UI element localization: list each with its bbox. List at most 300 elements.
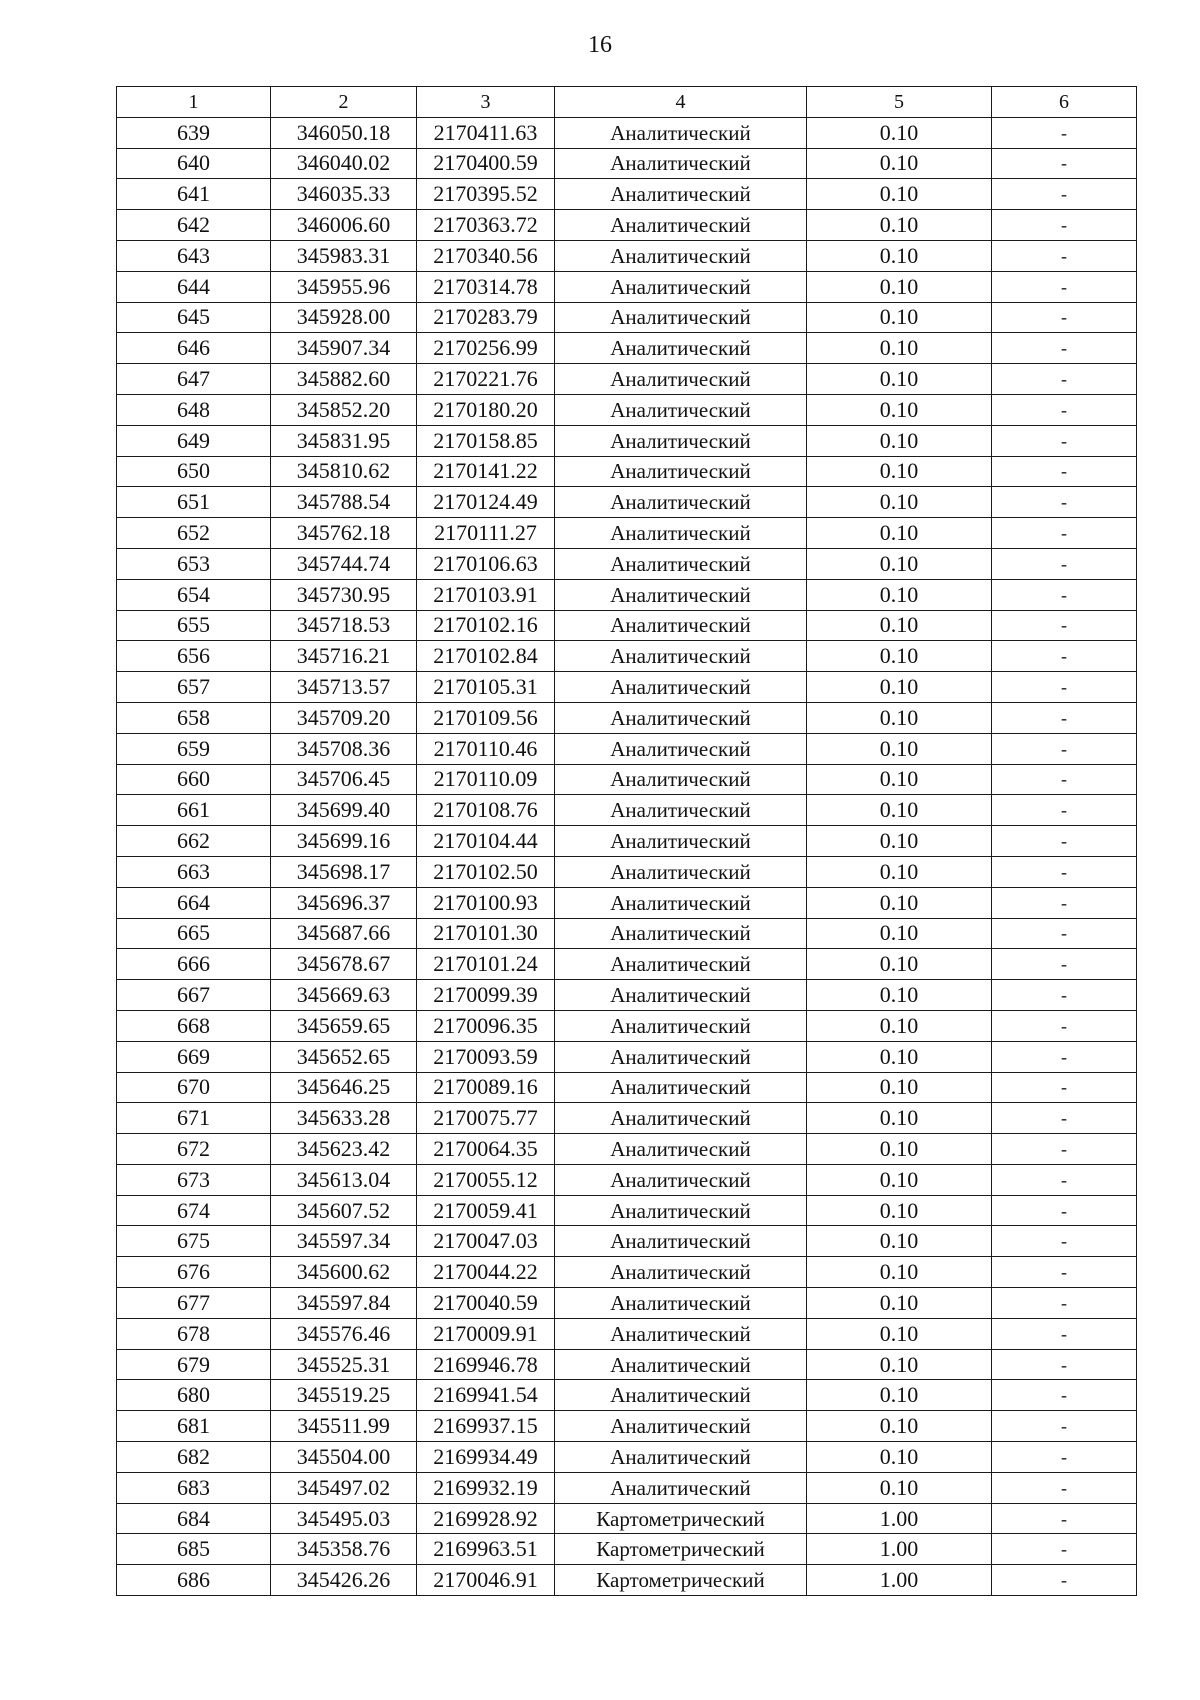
point-number-cell: 677: [117, 1288, 271, 1319]
note-cell: -: [992, 1103, 1137, 1134]
x-coordinate-cell: 345709.20: [271, 702, 417, 733]
point-number-cell: 673: [117, 1164, 271, 1195]
point-number-cell: 652: [117, 518, 271, 549]
note-cell: -: [992, 1288, 1137, 1319]
note-cell: -: [992, 364, 1137, 395]
note-cell: -: [992, 1164, 1137, 1195]
method-cell: Аналитический: [555, 1288, 807, 1319]
accuracy-cell: 0.10: [807, 1010, 992, 1041]
table-row: [117, 856, 1137, 887]
note-cell: -: [992, 333, 1137, 364]
method-cell: Аналитический: [555, 1072, 807, 1103]
x-coordinate-cell: 345928.00: [271, 302, 417, 333]
y-coordinate-cell: 2170040.59: [417, 1288, 555, 1319]
note-cell: -: [992, 918, 1137, 949]
y-coordinate-cell: 2169932.19: [417, 1472, 555, 1503]
note-cell: -: [992, 764, 1137, 795]
x-coordinate-cell: 345678.67: [271, 949, 417, 980]
accuracy-cell: 0.10: [807, 672, 992, 703]
x-coordinate-cell: 345955.96: [271, 271, 417, 302]
point-number-cell: 647: [117, 364, 271, 395]
y-coordinate-cell: 2170093.59: [417, 1041, 555, 1072]
y-coordinate-cell: 2170110.46: [417, 733, 555, 764]
accuracy-cell: 0.10: [807, 949, 992, 980]
method-cell: Аналитический: [555, 1318, 807, 1349]
accuracy-cell: 0.10: [807, 302, 992, 333]
point-number-cell: 649: [117, 425, 271, 456]
accuracy-cell: 0.10: [807, 641, 992, 672]
y-coordinate-cell: 2170108.76: [417, 795, 555, 826]
accuracy-cell: 0.10: [807, 117, 992, 148]
point-number-cell: 665: [117, 918, 271, 949]
method-cell: Аналитический: [555, 179, 807, 210]
method-cell: Аналитический: [555, 610, 807, 641]
method-cell: Аналитический: [555, 980, 807, 1011]
accuracy-cell: 0.10: [807, 425, 992, 456]
x-coordinate-cell: 345708.36: [271, 733, 417, 764]
method-cell: Аналитический: [555, 1041, 807, 1072]
table-row: [117, 1164, 1137, 1195]
method-cell: Аналитический: [555, 271, 807, 302]
accuracy-cell: 1.00: [807, 1565, 992, 1596]
table-row: [117, 1103, 1137, 1134]
y-coordinate-cell: 2170110.09: [417, 764, 555, 795]
note-cell: -: [992, 394, 1137, 425]
method-cell: Аналитический: [555, 1349, 807, 1380]
note-cell: -: [992, 1010, 1137, 1041]
x-coordinate-cell: 345623.42: [271, 1134, 417, 1165]
point-number-cell: 669: [117, 1041, 271, 1072]
accuracy-cell: 1.00: [807, 1534, 992, 1565]
note-cell: -: [992, 1195, 1137, 1226]
method-cell: Аналитический: [555, 548, 807, 579]
y-coordinate-cell: 2170059.41: [417, 1195, 555, 1226]
y-coordinate-cell: 2170158.85: [417, 425, 555, 456]
method-cell: Аналитический: [555, 1411, 807, 1442]
x-coordinate-cell: 345730.95: [271, 579, 417, 610]
column-header: 1: [117, 87, 271, 118]
method-cell: Аналитический: [555, 887, 807, 918]
method-cell: Аналитический: [555, 518, 807, 549]
x-coordinate-cell: 345613.04: [271, 1164, 417, 1195]
method-cell: Аналитический: [555, 1380, 807, 1411]
method-cell: Аналитический: [555, 302, 807, 333]
y-coordinate-cell: 2170075.77: [417, 1103, 555, 1134]
point-number-cell: 678: [117, 1318, 271, 1349]
y-coordinate-cell: 2169937.15: [417, 1411, 555, 1442]
note-cell: -: [992, 302, 1137, 333]
y-coordinate-cell: 2170283.79: [417, 302, 555, 333]
point-number-cell: 683: [117, 1472, 271, 1503]
point-number-cell: 672: [117, 1134, 271, 1165]
y-coordinate-cell: 2170395.52: [417, 179, 555, 210]
point-number-cell: 642: [117, 210, 271, 241]
x-coordinate-cell: 345713.57: [271, 672, 417, 703]
method-cell: Аналитический: [555, 1472, 807, 1503]
method-cell: Аналитический: [555, 117, 807, 148]
note-cell: -: [992, 1072, 1137, 1103]
x-coordinate-cell: 345495.03: [271, 1503, 417, 1534]
x-coordinate-cell: 346035.33: [271, 179, 417, 210]
y-coordinate-cell: 2170009.91: [417, 1318, 555, 1349]
table-row: [117, 425, 1137, 456]
x-coordinate-cell: 345426.26: [271, 1565, 417, 1596]
x-coordinate-cell: 345687.66: [271, 918, 417, 949]
table-row: [117, 333, 1137, 364]
table-row: [117, 456, 1137, 487]
y-coordinate-cell: 2170221.76: [417, 364, 555, 395]
x-coordinate-cell: 345716.21: [271, 641, 417, 672]
accuracy-cell: 0.10: [807, 456, 992, 487]
accuracy-cell: 0.10: [807, 179, 992, 210]
accuracy-cell: 0.10: [807, 1380, 992, 1411]
note-cell: -: [992, 949, 1137, 980]
point-number-cell: 655: [117, 610, 271, 641]
point-number-cell: 643: [117, 240, 271, 271]
method-cell: Аналитический: [555, 1257, 807, 1288]
y-coordinate-cell: 2170089.16: [417, 1072, 555, 1103]
method-cell: Аналитический: [555, 672, 807, 703]
y-coordinate-cell: 2170180.20: [417, 394, 555, 425]
accuracy-cell: 0.10: [807, 271, 992, 302]
x-coordinate-cell: 345744.74: [271, 548, 417, 579]
y-coordinate-cell: 2169946.78: [417, 1349, 555, 1380]
note-cell: -: [992, 1041, 1137, 1072]
method-cell: Картометрический: [555, 1565, 807, 1596]
point-number-cell: 671: [117, 1103, 271, 1134]
accuracy-cell: 0.10: [807, 1041, 992, 1072]
table-row: [117, 1288, 1137, 1319]
x-coordinate-cell: 345652.65: [271, 1041, 417, 1072]
y-coordinate-cell: 2170100.93: [417, 887, 555, 918]
y-coordinate-cell: 2170047.03: [417, 1226, 555, 1257]
table-row: [117, 887, 1137, 918]
note-cell: -: [992, 702, 1137, 733]
accuracy-cell: 0.10: [807, 918, 992, 949]
y-coordinate-cell: 2170111.27: [417, 518, 555, 549]
accuracy-cell: 0.10: [807, 148, 992, 179]
note-cell: -: [992, 1411, 1137, 1442]
y-coordinate-cell: 2170102.50: [417, 856, 555, 887]
x-coordinate-cell: 345699.40: [271, 795, 417, 826]
x-coordinate-cell: 345511.99: [271, 1411, 417, 1442]
y-coordinate-cell: 2170106.63: [417, 548, 555, 579]
table-row: [117, 1072, 1137, 1103]
x-coordinate-cell: 345669.63: [271, 980, 417, 1011]
table-row: [117, 1565, 1137, 1596]
point-number-cell: 670: [117, 1072, 271, 1103]
note-cell: -: [992, 672, 1137, 703]
point-number-cell: 667: [117, 980, 271, 1011]
method-cell: Аналитический: [555, 856, 807, 887]
page-number: 16: [588, 32, 612, 58]
accuracy-cell: 0.10: [807, 1072, 992, 1103]
x-coordinate-cell: 346006.60: [271, 210, 417, 241]
table-row: [117, 641, 1137, 672]
y-coordinate-cell: 2170101.24: [417, 949, 555, 980]
y-coordinate-cell: 2169928.92: [417, 1503, 555, 1534]
table-row: [117, 548, 1137, 579]
method-cell: Аналитический: [555, 826, 807, 857]
note-cell: -: [992, 795, 1137, 826]
x-coordinate-cell: 345646.25: [271, 1072, 417, 1103]
method-cell: Аналитический: [555, 918, 807, 949]
method-cell: Аналитический: [555, 425, 807, 456]
column-header: 2: [271, 87, 417, 118]
table-row: [117, 302, 1137, 333]
method-cell: Аналитический: [555, 456, 807, 487]
method-cell: Аналитический: [555, 210, 807, 241]
point-number-cell: 651: [117, 487, 271, 518]
column-header: 5: [807, 87, 992, 118]
accuracy-cell: 0.10: [807, 980, 992, 1011]
table-row: [117, 117, 1137, 148]
y-coordinate-cell: 2169963.51: [417, 1534, 555, 1565]
table-row: [117, 210, 1137, 241]
x-coordinate-cell: 346040.02: [271, 148, 417, 179]
point-number-cell: 662: [117, 826, 271, 857]
table-row: [117, 394, 1137, 425]
note-cell: -: [992, 1503, 1137, 1534]
table-row: [117, 764, 1137, 795]
method-cell: Аналитический: [555, 487, 807, 518]
y-coordinate-cell: 2169941.54: [417, 1380, 555, 1411]
point-number-cell: 648: [117, 394, 271, 425]
note-cell: -: [992, 210, 1137, 241]
x-coordinate-cell: 345831.95: [271, 425, 417, 456]
point-number-cell: 679: [117, 1349, 271, 1380]
method-cell: Аналитический: [555, 702, 807, 733]
x-coordinate-cell: 345706.45: [271, 764, 417, 795]
method-cell: Аналитический: [555, 240, 807, 271]
note-cell: -: [992, 980, 1137, 1011]
table-row: [117, 518, 1137, 549]
x-coordinate-cell: 345718.53: [271, 610, 417, 641]
point-number-cell: 676: [117, 1257, 271, 1288]
x-coordinate-cell: 345659.65: [271, 1010, 417, 1041]
point-number-cell: 639: [117, 117, 271, 148]
table-row: [117, 733, 1137, 764]
y-coordinate-cell: 2170109.56: [417, 702, 555, 733]
x-coordinate-cell: 345699.16: [271, 826, 417, 857]
accuracy-cell: 0.10: [807, 518, 992, 549]
y-coordinate-cell: 2170363.72: [417, 210, 555, 241]
y-coordinate-cell: 2170101.30: [417, 918, 555, 949]
x-coordinate-cell: 345633.28: [271, 1103, 417, 1134]
table-row: [117, 1411, 1137, 1442]
point-number-cell: 663: [117, 856, 271, 887]
note-cell: -: [992, 1134, 1137, 1165]
table-row: [117, 1318, 1137, 1349]
table-row: [117, 1349, 1137, 1380]
table-row: [117, 1534, 1137, 1565]
table-row: [117, 240, 1137, 271]
accuracy-cell: 0.10: [807, 826, 992, 857]
table-row: [117, 1442, 1137, 1473]
y-coordinate-cell: 2170124.49: [417, 487, 555, 518]
method-cell: Аналитический: [555, 579, 807, 610]
point-number-cell: 658: [117, 702, 271, 733]
y-coordinate-cell: 2170055.12: [417, 1164, 555, 1195]
table-row: [117, 271, 1137, 302]
point-number-cell: 664: [117, 887, 271, 918]
x-coordinate-cell: 345788.54: [271, 487, 417, 518]
x-coordinate-cell: 346050.18: [271, 117, 417, 148]
method-cell: Аналитический: [555, 1164, 807, 1195]
point-number-cell: 674: [117, 1195, 271, 1226]
table-row: [117, 487, 1137, 518]
method-cell: Аналитический: [555, 1103, 807, 1134]
note-cell: -: [992, 1257, 1137, 1288]
accuracy-cell: 0.10: [807, 856, 992, 887]
method-cell: Аналитический: [555, 148, 807, 179]
point-number-cell: 641: [117, 179, 271, 210]
y-coordinate-cell: 2170256.99: [417, 333, 555, 364]
y-coordinate-cell: 2170400.59: [417, 148, 555, 179]
table-row: [117, 1503, 1137, 1534]
method-cell: Картометрический: [555, 1503, 807, 1534]
x-coordinate-cell: 345525.31: [271, 1349, 417, 1380]
accuracy-cell: 0.10: [807, 1164, 992, 1195]
table-row: [117, 826, 1137, 857]
note-cell: -: [992, 1349, 1137, 1380]
note-cell: -: [992, 826, 1137, 857]
point-number-cell: 650: [117, 456, 271, 487]
x-coordinate-cell: 345696.37: [271, 887, 417, 918]
coordinates-table: [116, 86, 1137, 1596]
table-row: [117, 1380, 1137, 1411]
accuracy-cell: 0.10: [807, 394, 992, 425]
note-cell: -: [992, 1226, 1137, 1257]
table-row: [117, 1257, 1137, 1288]
method-cell: Аналитический: [555, 1134, 807, 1165]
accuracy-cell: 0.10: [807, 887, 992, 918]
y-coordinate-cell: 2170044.22: [417, 1257, 555, 1288]
accuracy-cell: 0.10: [807, 1411, 992, 1442]
y-coordinate-cell: 2170102.84: [417, 641, 555, 672]
accuracy-cell: 0.10: [807, 1226, 992, 1257]
point-number-cell: 659: [117, 733, 271, 764]
point-number-cell: 660: [117, 764, 271, 795]
accuracy-cell: 0.10: [807, 1195, 992, 1226]
accuracy-cell: 0.10: [807, 333, 992, 364]
column-header: 3: [417, 87, 555, 118]
table-row: [117, 1010, 1137, 1041]
note-cell: -: [992, 1318, 1137, 1349]
header-row: [117, 87, 1137, 118]
point-number-cell: 654: [117, 579, 271, 610]
y-coordinate-cell: 2170104.44: [417, 826, 555, 857]
note-cell: -: [992, 856, 1137, 887]
accuracy-cell: 0.10: [807, 1442, 992, 1473]
x-coordinate-cell: 345698.17: [271, 856, 417, 887]
note-cell: -: [992, 887, 1137, 918]
x-coordinate-cell: 345597.34: [271, 1226, 417, 1257]
point-number-cell: 645: [117, 302, 271, 333]
table-row: [117, 1472, 1137, 1503]
table-row: [117, 980, 1137, 1011]
point-number-cell: 656: [117, 641, 271, 672]
x-coordinate-cell: 345810.62: [271, 456, 417, 487]
note-cell: -: [992, 641, 1137, 672]
x-coordinate-cell: 345519.25: [271, 1380, 417, 1411]
y-coordinate-cell: 2170102.16: [417, 610, 555, 641]
point-number-cell: 666: [117, 949, 271, 980]
point-number-cell: 686: [117, 1565, 271, 1596]
method-cell: Картометрический: [555, 1534, 807, 1565]
point-number-cell: 681: [117, 1411, 271, 1442]
note-cell: -: [992, 733, 1137, 764]
table-row: [117, 364, 1137, 395]
accuracy-cell: 0.10: [807, 210, 992, 241]
table-row: [117, 148, 1137, 179]
y-coordinate-cell: 2170340.56: [417, 240, 555, 271]
x-coordinate-cell: 345852.20: [271, 394, 417, 425]
table-row: [117, 702, 1137, 733]
point-number-cell: 684: [117, 1503, 271, 1534]
note-cell: -: [992, 271, 1137, 302]
point-number-cell: 680: [117, 1380, 271, 1411]
accuracy-cell: 0.10: [807, 795, 992, 826]
table-row: [117, 179, 1137, 210]
y-coordinate-cell: 2170099.39: [417, 980, 555, 1011]
method-cell: Аналитический: [555, 333, 807, 364]
point-number-cell: 653: [117, 548, 271, 579]
method-cell: Аналитический: [555, 641, 807, 672]
table-row: [117, 949, 1137, 980]
x-coordinate-cell: 345497.02: [271, 1472, 417, 1503]
point-number-cell: 640: [117, 148, 271, 179]
point-number-cell: 682: [117, 1442, 271, 1473]
note-cell: -: [992, 117, 1137, 148]
accuracy-cell: 0.10: [807, 1134, 992, 1165]
note-cell: -: [992, 1442, 1137, 1473]
note-cell: -: [992, 610, 1137, 641]
point-number-cell: 661: [117, 795, 271, 826]
note-cell: -: [992, 1380, 1137, 1411]
note-cell: -: [992, 1534, 1137, 1565]
accuracy-cell: 0.10: [807, 610, 992, 641]
table-header: [117, 87, 1137, 118]
method-cell: Аналитический: [555, 1010, 807, 1041]
accuracy-cell: 0.10: [807, 733, 992, 764]
accuracy-cell: 0.10: [807, 1349, 992, 1380]
table-row: [117, 1134, 1137, 1165]
accuracy-cell: 0.10: [807, 1472, 992, 1503]
accuracy-cell: 0.10: [807, 764, 992, 795]
accuracy-cell: 0.10: [807, 1257, 992, 1288]
x-coordinate-cell: 345600.62: [271, 1257, 417, 1288]
note-cell: -: [992, 579, 1137, 610]
y-coordinate-cell: 2170096.35: [417, 1010, 555, 1041]
column-header: 6: [992, 87, 1137, 118]
note-cell: -: [992, 240, 1137, 271]
table-row: [117, 1041, 1137, 1072]
note-cell: -: [992, 425, 1137, 456]
accuracy-cell: 0.10: [807, 702, 992, 733]
x-coordinate-cell: 345607.52: [271, 1195, 417, 1226]
point-number-cell: 644: [117, 271, 271, 302]
method-cell: Аналитический: [555, 795, 807, 826]
table-row: [117, 610, 1137, 641]
accuracy-cell: 0.10: [807, 1103, 992, 1134]
method-cell: Аналитический: [555, 733, 807, 764]
point-number-cell: 685: [117, 1534, 271, 1565]
column-header: 4: [555, 87, 807, 118]
point-number-cell: 646: [117, 333, 271, 364]
method-cell: Аналитический: [555, 364, 807, 395]
x-coordinate-cell: 345762.18: [271, 518, 417, 549]
